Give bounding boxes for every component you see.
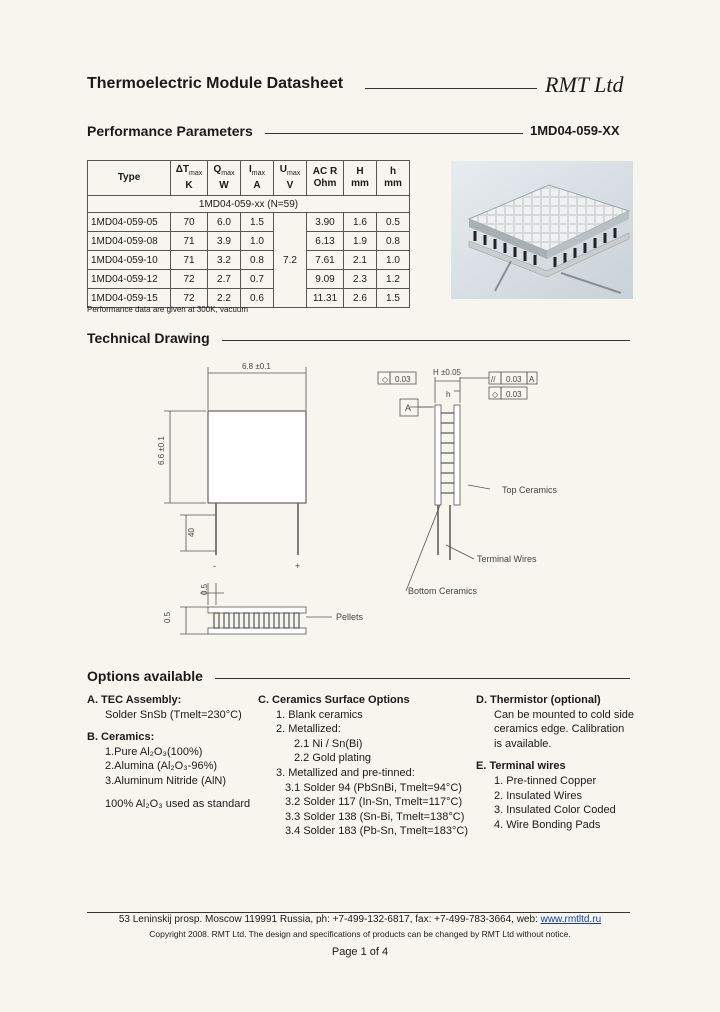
table-row: 1MD04-059-12 72 2.7 0.7 9.09 2.3 1.2 xyxy=(88,270,410,289)
table-header-row xyxy=(88,161,410,196)
options-col-thermistor xyxy=(476,693,646,832)
option-item: Can be mounted to cold side xyxy=(494,708,635,721)
table-group-row xyxy=(88,196,410,213)
option-item: 2. Metallized: xyxy=(276,723,341,736)
footer-rule xyxy=(87,912,630,913)
options-col-surface xyxy=(258,693,473,839)
option-item: 2.2 Gold plating xyxy=(294,752,372,765)
model-number: 1MD04-059-XX xyxy=(530,123,620,138)
page-title: Thermoelectric Module Datasheet xyxy=(87,75,344,92)
col-umax: $U_{max}$ V xyxy=(274,161,307,196)
options-rule xyxy=(215,678,630,679)
pellets-label: Pellets xyxy=(336,612,364,622)
copyright: Copyright 2008. RMT Ltd. The design and specifications of products can be changed by RMT Ltd without notice. xyxy=(149,929,571,939)
bottom-ceramics-label: Bottom Ceramics xyxy=(408,586,478,596)
option-item: 1.Pure Al₂O₃(100%) xyxy=(105,745,203,758)
terminal-minus: - xyxy=(213,561,216,571)
drawing-heading: Technical Drawing xyxy=(87,330,210,346)
flatness-value: 0.03 xyxy=(395,375,411,384)
option-item: 100% Al₂O₃ used as standard xyxy=(105,797,251,810)
table-row: 1MD04-059-08 71 3.9 1.0 6.13 1.9 0.8 xyxy=(88,232,410,251)
terminal-plus: + xyxy=(295,561,301,571)
option-item: 2.Alumina (Al₂O₃-96%) xyxy=(105,760,218,773)
option-heading: B. Ceramics: xyxy=(87,731,155,744)
parallel-ref: A xyxy=(529,375,535,384)
col-h: h mm xyxy=(377,161,410,196)
svg-text:◇: ◇ xyxy=(492,390,499,399)
option-item: Solder SnSb (Tmelt=230°C) xyxy=(105,708,242,721)
options-col-assembly xyxy=(87,693,257,811)
terminal-wires-label: Terminal Wires xyxy=(477,554,537,564)
company-logo: RMT Ltd xyxy=(545,72,624,97)
table-row: 1MD04-059-10 71 3.2 0.8 7.61 2.1 1.0 xyxy=(88,251,410,270)
option-heading: E. Terminal wires xyxy=(476,760,566,773)
dim-05a: 0.5 xyxy=(200,583,209,595)
option-item: 3.3 Solder 138 (Sn-Bi, Tmelt=138°C) xyxy=(285,810,465,823)
performance-table xyxy=(87,160,410,308)
col-H: H mm xyxy=(344,161,377,196)
col-dtmax: $\Delta T_{max}$ K xyxy=(171,161,208,196)
option-item: 3.2 Solder 117 (In-Sn, Tmelt=117°C) xyxy=(285,796,463,809)
option-heading: C. Ceramics Surface Options xyxy=(258,694,410,706)
svg-text:◇: ◇ xyxy=(382,375,389,384)
option-item: 3.4 Solder 183 (Pb-Sn, Tmelt=183°C) xyxy=(285,825,469,838)
option-item: 3.1 Solder 94 (PbSnBi, Tmelt=94°C) xyxy=(285,781,462,794)
page-number: Page 1 of 4 xyxy=(331,946,389,958)
height-dim: 6.6 ±0.1 xyxy=(157,436,166,465)
col-qmax: $Q_{max}$ W xyxy=(208,161,241,196)
technical-drawing xyxy=(150,355,570,645)
option-item: 3. Metallized and pre-tinned: xyxy=(276,766,415,779)
wire-length-dim: 40 xyxy=(187,528,196,537)
option-item: 4. Wire Bonding Pads xyxy=(494,818,601,831)
umax-shared: 7.2 xyxy=(274,213,307,308)
option-item: 2. Insulated Wires xyxy=(494,789,583,802)
option-heading: D. Thermistor (optional) xyxy=(476,694,601,706)
datum-label: A xyxy=(405,403,412,413)
flatness2-value: 0.03 xyxy=(506,390,522,399)
drawing-rule xyxy=(222,340,630,341)
header-rule xyxy=(365,88,537,89)
dim-05b: 0.5 xyxy=(163,611,172,623)
table-note: Performance data are given at 300K, vacuum xyxy=(87,305,248,314)
performance-rule xyxy=(265,133,523,134)
col-acr: AC R Ohm xyxy=(307,161,344,196)
options-heading: Options available xyxy=(87,668,203,684)
website-link[interactable]: www.rmtltd.ru xyxy=(540,914,602,925)
group-label: 1MD04-059-xx (N=59) xyxy=(88,196,410,213)
footer-address: 53 Leninskij prosp. Moscow 119991 Russia, ph: +7-499-132-6817, fax: +7-499-783-3664, web: www.rmtltd.ru xyxy=(118,914,602,925)
option-item: 1. Blank ceramics xyxy=(276,708,363,721)
table-row: 1MD04-059-05 70 6.0 1.5 7.2 3.90 1.6 0.5 xyxy=(88,213,410,232)
table-row: 1MD04-059-15 72 2.2 0.6 11.31 2.6 1.5 xyxy=(88,289,410,308)
top-ceramics-label: Top Ceramics xyxy=(502,485,558,495)
H-tolerance: H ±0.05 xyxy=(433,368,461,377)
width-dim: 6.8 ±0.1 xyxy=(242,362,271,371)
h-dim: h xyxy=(446,390,451,399)
module-photo xyxy=(451,161,633,299)
option-heading: A. TEC Assembly: xyxy=(87,694,182,706)
option-item: is available. xyxy=(494,737,552,750)
option-item: 2.1 Ni / Sn(Bi) xyxy=(294,737,363,750)
performance-heading: Performance Parameters xyxy=(87,123,253,139)
svg-text://: // xyxy=(491,375,496,384)
col-imax: $I_{max}$ A xyxy=(241,161,274,196)
option-item: 3. Insulated Color Coded xyxy=(494,804,616,817)
option-item: ceramics edge. Calibration xyxy=(494,723,625,736)
option-item: 1. Pre-tinned Copper xyxy=(494,774,597,787)
col-type: Type xyxy=(88,161,171,196)
parallel-value: 0.03 xyxy=(506,375,522,384)
option-item: 3.Aluminum Nitride (AlN) xyxy=(105,774,227,787)
